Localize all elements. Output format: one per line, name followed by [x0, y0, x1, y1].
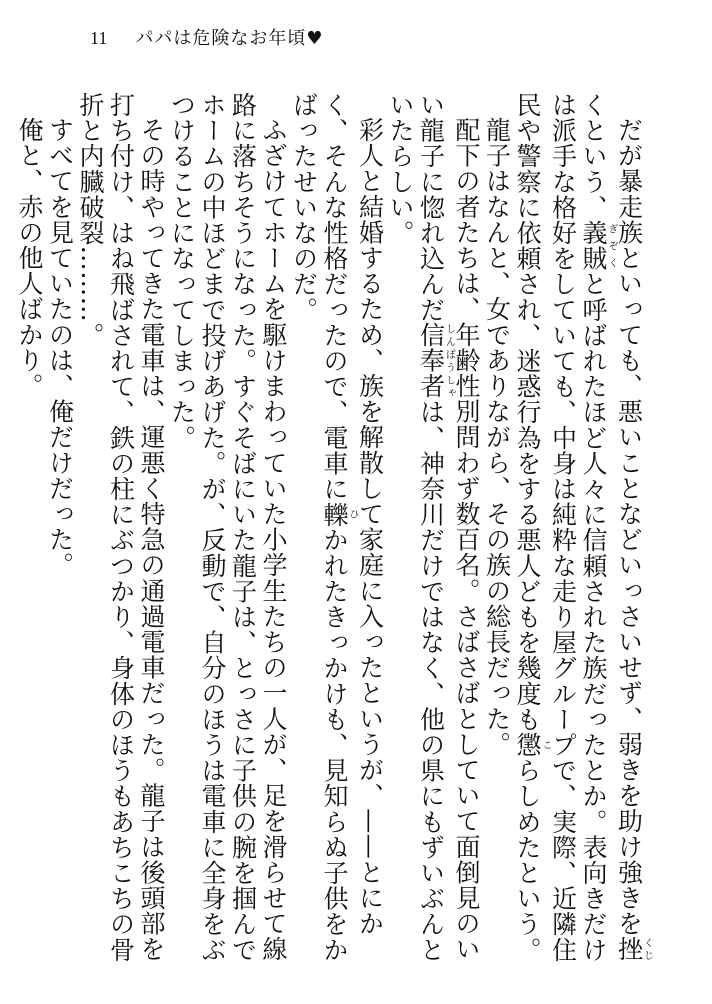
ruby-annotation: 懲こ	[513, 732, 551, 758]
ruby-annotation: 挫くじ	[614, 936, 653, 962]
paragraph-5: ふざけてホームを駆けまわっていた小学生たちの一人が、足を滑らせて線路に落ちそうになった。すぐそばにいた龍子は、とっさに子供の腕を掴んでホームの中ほどまで投げあげた。が、反動で、自分のほうは電車に全身をぶつけることになってしまった。	[167, 92, 288, 963]
paragraph-1: だが暴走族といっても、悪いことなどいっさいせず、弱きを助け強きを挫くじくという、義賊ぎぞくと呼ばれたほど人々に信頼された族だったとか。表向きだけは派手な格好をしていても、中身は純粋な走り屋グループで、実際、近隣住民や警察に依頼され、迷惑行為をする悪人どもを幾度も懲こらしめたという。	[513, 92, 653, 963]
paragraph-4: 彩人と結婚するため、族を解散して家庭に入ったというが、——とにかく、そんな性格だったので、電車に轢ひかれたきっかけも、見知らぬ子供をかばったせいなのだ。	[289, 92, 385, 963]
paragraph-7: すべてを見ていたのは、俺だけだった。	[45, 117, 75, 578]
paragraph-6: その時やってきた電車は、運悪く特急の通過電車だった。龍子は後頭部を打ち付け、はね飛ばされて、鉄の柱にぶつかり、身体のほうもあちこちの骨折と内臓破裂………。	[76, 92, 166, 963]
paragraph-3: 配下の者たちは、年齢性別問わず数百名。さばさばとしていて面倒見のいい龍子に惚れ込んだ信奉者しんぽうしゃは、神奈川だけではなく、他の県にもずいぶんといたらしい。	[386, 92, 481, 963]
running-header	[90, 26, 323, 51]
page-number: 11	[90, 28, 108, 48]
book-title: パパは危険なお年頃♥	[135, 28, 324, 49]
body-text	[14, 92, 653, 977]
paragraph-8: 俺と、赤の他人ばかり。	[15, 117, 44, 399]
paragraph-2: 龍子はなんと、女でありながら、その族の総長だった。	[482, 117, 512, 757]
ruby-annotation: 信奉者しんぽうしゃ	[416, 322, 455, 400]
ruby-annotation: 義賊ぎぞく	[579, 220, 617, 272]
ruby-annotation: 轢ひ	[320, 501, 358, 528]
